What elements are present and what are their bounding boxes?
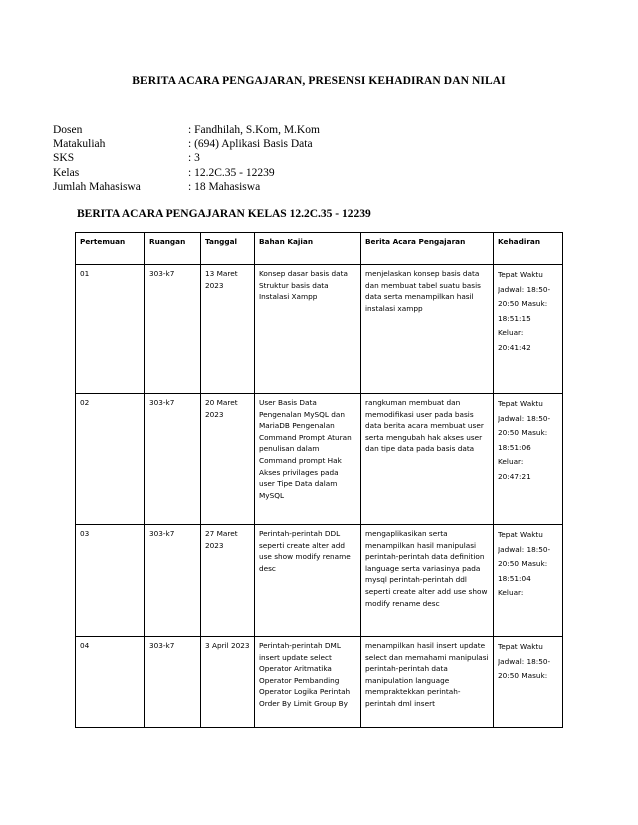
info-label: Dosen [53, 124, 83, 136]
cell-berita-acara: menjelaskan konsep basis data dan membuat tabel suatu basis data serta menampilkan hasil instalasi xampp [361, 265, 494, 394]
cell-ruangan: 303-k7 [145, 265, 201, 394]
header-kehadiran: Kehadiran [494, 233, 563, 265]
header-pertemuan: Pertemuan [76, 233, 145, 265]
cell-pertemuan: 03 [76, 525, 145, 637]
cell-berita-acara: menampilkan hasil insert update select dan memahami manipulasi perintah-perintah data manipulation language mempraktekkan perintah-perintah dml insert [361, 637, 494, 728]
info-row-jumlah-mahasiswa [53, 180, 320, 194]
cell-tanggal: 13 Maret 2023 [201, 265, 255, 394]
cell-kehadiran: Tepat Waktu Jadwal: 18:50-20:50 Masuk: [494, 637, 563, 728]
cell-berita-acara: mengaplikasikan serta menampilkan hasil manipulasi perintah-perintah data definition language serta variasinya pada mysql perintah-perintah ddl seperti create alter add use show modify rename desc [361, 525, 494, 637]
cell-bahan-kajian: User Basis Data Pengenalan MySQL dan MariaDB Pengenalan Command Prompt Aturan penulisan dalam Command prompt Hak Akses privilages pada user Tipe Data dalam MySQL [255, 394, 361, 525]
cell-ruangan: 303-k7 [145, 637, 201, 728]
header-berita-acara: Berita Acara Pengajaran [361, 233, 494, 265]
cell-pertemuan: 02 [76, 394, 145, 525]
header-bahan-kajian: Bahan Kajian [255, 233, 361, 265]
course-info [53, 123, 320, 194]
table-row [76, 394, 563, 525]
info-value: : 3 [188, 152, 200, 165]
info-row-dosen [53, 123, 320, 137]
attendance-table [75, 232, 563, 728]
cell-berita-acara: rangkuman membuat dan memodifikasi user pada basis data berita acara membuat user serta mengubah hak akses user dan tipe data pada basis data [361, 394, 494, 525]
section-title: BERITA ACARA PENGAJARAN KELAS 12.2C.35 - 12239 [77, 208, 371, 220]
header-tanggal: Tanggal [201, 233, 255, 265]
info-label: Kelas [53, 166, 80, 179]
cell-pertemuan: 01 [76, 265, 145, 394]
table-header-row [76, 233, 563, 265]
info-value: : (694) Aplikasi Basis Data [188, 138, 313, 151]
info-label: SKS [53, 152, 75, 165]
table-row [76, 525, 563, 637]
cell-tanggal: 3 April 2023 [201, 637, 255, 728]
cell-kehadiran: Tepat Waktu Jadwal: 18:50-20:50 Masuk: 18:51:06 Keluar: 20:47:21 [494, 394, 563, 525]
cell-kehadiran: Tepat Waktu Jadwal: 18:50-20:50 Masuk: 18:51:15 Keluar: 20:41:42 [494, 265, 563, 394]
info-row-matakuliah [53, 137, 320, 151]
cell-ruangan: 303-k7 [145, 394, 201, 525]
header-ruangan: Ruangan [145, 233, 201, 265]
cell-tanggal: 27 Maret 2023 [201, 525, 255, 637]
cell-bahan-kajian: Perintah-perintah DML insert update select Operator Aritmatika Operator Pembanding Operator Logika Perintah Order By Limit Group By [255, 637, 361, 728]
cell-bahan-kajian: Konsep dasar basis data Struktur basis data Instalasi Xampp [255, 265, 361, 394]
page-title: BERITA ACARA PENGAJARAN, PRESENSI KEHADIRAN DAN NILAI [132, 75, 506, 87]
info-row-kelas [53, 166, 320, 180]
cell-tanggal: 20 Maret 2023 [201, 394, 255, 525]
table-row [76, 265, 563, 394]
table-row [76, 637, 563, 728]
cell-kehadiran: Tepat Waktu Jadwal: 18:50-20:50 Masuk: 18:51:04 Keluar: [494, 525, 563, 637]
info-value: : 12.2C.35 - 12239 [188, 166, 275, 179]
info-value: : Fandhilah, S.Kom, M.Kom [188, 124, 320, 136]
cell-ruangan: 303-k7 [145, 525, 201, 637]
cell-bahan-kajian: Perintah-perintah DDL seperti create alter add use show modify rename desc [255, 525, 361, 637]
cell-pertemuan: 04 [76, 637, 145, 728]
info-label: Jumlah Mahasiswa [53, 180, 141, 193]
info-value: : 18 Mahasiswa [188, 180, 261, 193]
info-row-sks [53, 151, 320, 165]
info-label: Matakuliah [53, 138, 106, 151]
